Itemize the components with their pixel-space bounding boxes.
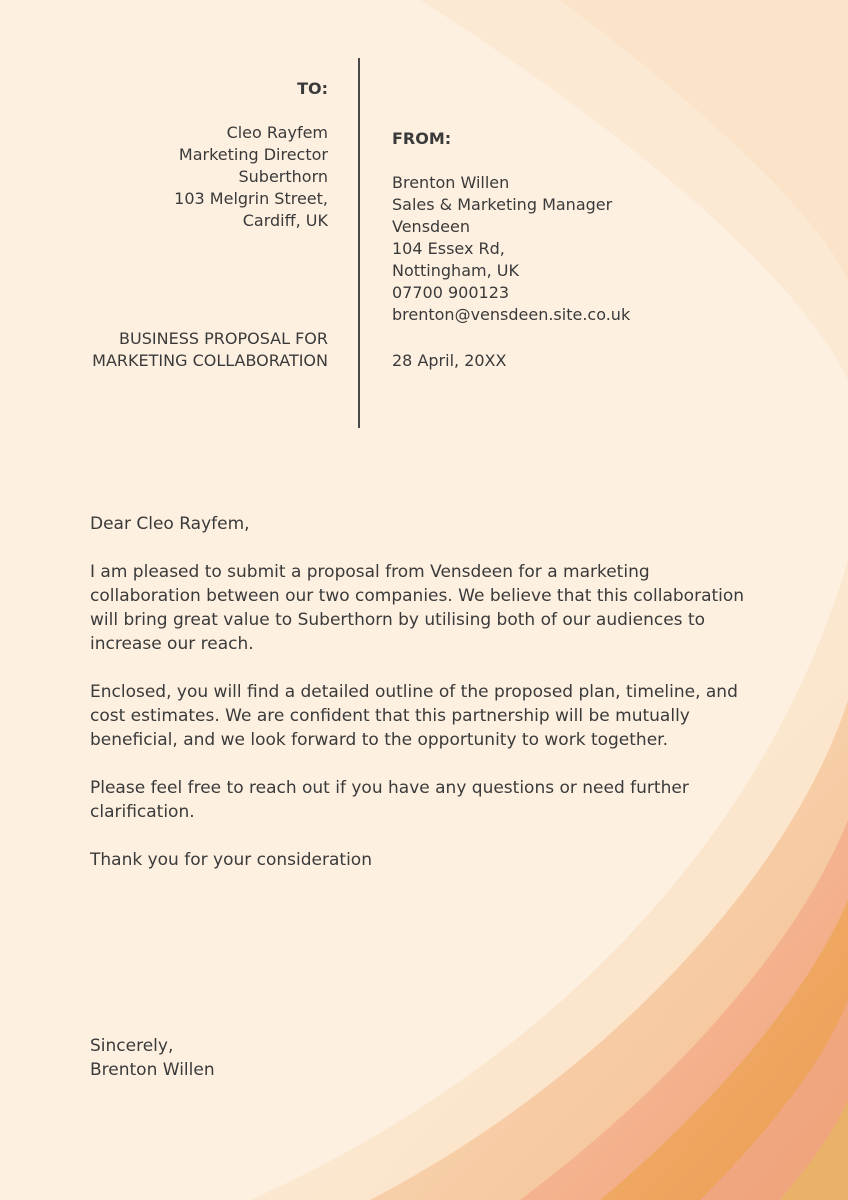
subject-line-1: BUSINESS PROPOSAL FOR [119, 329, 328, 348]
recipient-name: Cleo Rayfem [226, 123, 328, 142]
sender-phone: 07700 900123 [392, 283, 510, 302]
recipient-company: Suberthorn [238, 167, 328, 186]
recipient-title: Marketing Director [178, 145, 328, 164]
from-label: FROM: [392, 129, 452, 148]
recipient-city: Cardiff, UK [242, 211, 328, 230]
body-paragraph-4: Thank you for your consideration [90, 850, 372, 870]
sender-email: brenton@vensdeen.site.co.uk [392, 305, 631, 324]
sender-company: Vensdeen [392, 217, 471, 236]
sender-name: Brenton Willen [392, 173, 510, 192]
recipient-street: 103 Melgrin Street, [174, 189, 328, 208]
sender-city: Nottingham, UK [392, 261, 519, 280]
sender-title: Sales & Marketing Manager [392, 195, 613, 214]
sender-block [392, 128, 630, 326]
signature-name: Brenton Willen [90, 1060, 215, 1080]
subject-line-2: MARKETING COLLABORATION [92, 351, 328, 370]
body-paragraph-3: Please feel free to reach out if you have any questions or need further clarification. [90, 778, 689, 822]
closing-phrase: Sincerely, [90, 1036, 174, 1056]
letter-date: 28 April, 20XX [392, 351, 507, 370]
vertical-divider [358, 58, 360, 428]
body-paragraph-2: Enclosed, you will find a detailed outline of the proposed plan, timeline, and cost estimates. We are confident that this partnership will be mutually beneficial, and we look forward to the opportunity to work together. [90, 682, 738, 750]
to-label: TO: [297, 79, 328, 98]
salutation: Dear Cleo Rayfem, [90, 514, 250, 534]
closing-block [90, 1034, 215, 1082]
subject-block [92, 328, 328, 372]
letter-body [90, 512, 760, 896]
body-paragraph-1: I am pleased to submit a proposal from Vensdeen for a marketing collaboration between our two companies. We believe that this collaboration will bring great value to Suberthorn by utilising both of our audiences to increase our reach. [90, 562, 745, 654]
sender-street: 104 Essex Rd, [392, 239, 505, 258]
recipient-block [174, 78, 328, 232]
